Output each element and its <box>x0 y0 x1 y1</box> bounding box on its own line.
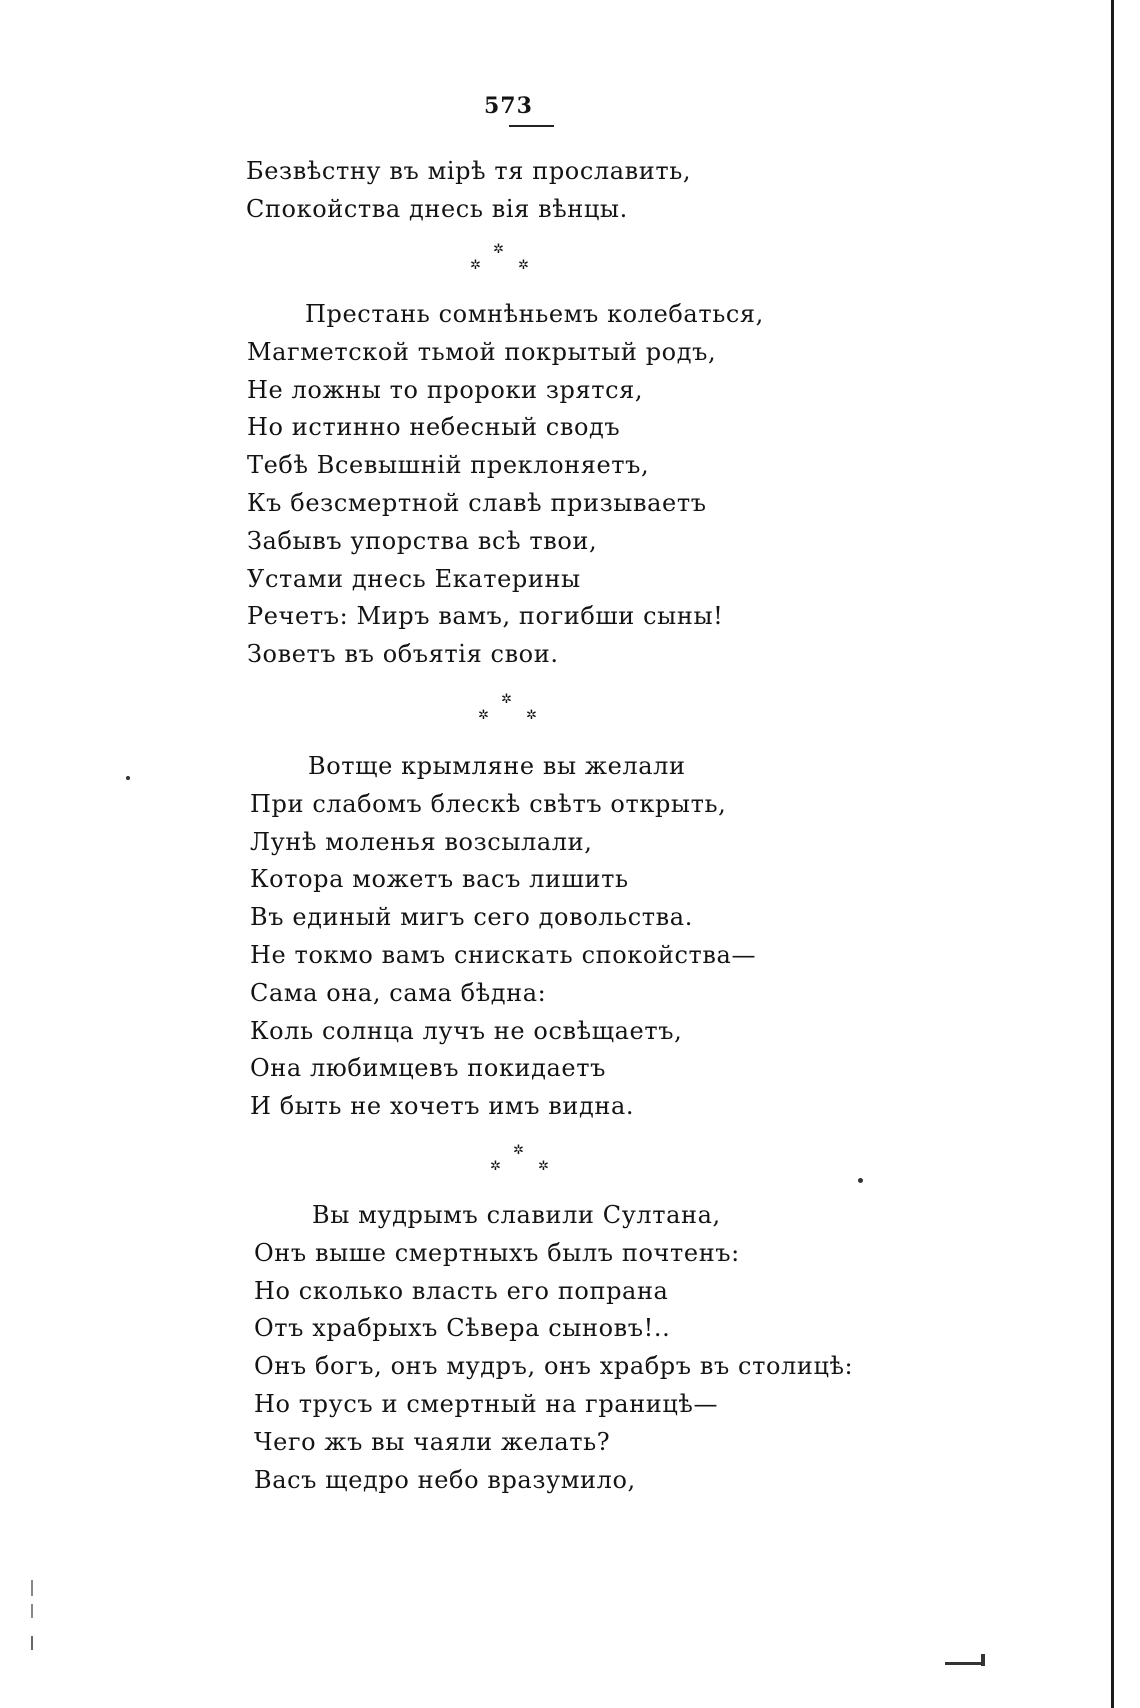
scan-speck <box>858 1178 863 1183</box>
verse-line: Чего жъ вы чаяли желать? <box>254 1427 611 1456</box>
stanza-1 <box>246 153 691 229</box>
verse-line: Спокойства днесь вія вѣнцы. <box>246 194 628 223</box>
verse-line: Въ единый мигъ сего довольства. <box>250 903 693 932</box>
verse-line: Речетъ: Миръ вамъ, погибши сыны! <box>247 602 724 631</box>
scan-speck <box>31 1636 33 1650</box>
verse-line: Магметской тьмой покрытый родъ, <box>247 337 717 366</box>
verse-line: Къ безсмертной славѣ призываетъ <box>247 488 707 517</box>
verse-line: Коль солнца лучъ не освѣщаетъ, <box>250 1016 683 1045</box>
verse-line: Лунѣ моленья возсылали, <box>250 827 593 856</box>
verse-line: Устами днесь Екатерины <box>247 564 581 593</box>
scan-speck <box>31 1604 33 1618</box>
corner-mark <box>945 1662 985 1665</box>
stanza-2 <box>247 296 764 674</box>
stanza-4 <box>254 1197 853 1499</box>
scan-speck <box>31 1580 33 1596</box>
verse-line: Онъ богъ, онъ мудръ, онъ храбръ въ столицѣ: <box>254 1352 854 1381</box>
verse-line: При слабомъ блескѣ свѣтъ открыть, <box>250 789 727 818</box>
verse-line: Отъ храбрыхъ Сѣвера сыновъ!.. <box>254 1314 671 1343</box>
verse-line: И быть не хочетъ имъ видна. <box>250 1092 635 1121</box>
verse-line: Васъ щедро небо вразумило, <box>254 1465 636 1494</box>
verse-line: Но трусъ и смертный на границѣ— <box>254 1389 719 1418</box>
page-number: 573 <box>484 93 533 119</box>
verse-line: Но сколько власть его попрана <box>254 1276 669 1305</box>
stanza-3 <box>250 748 756 1126</box>
verse-line: Вы мудрымъ славили Султана, <box>312 1201 721 1229</box>
verse-line: Тебѣ Всевышній преклоняетъ, <box>247 451 650 480</box>
asterism-ornament: ✲ ✲ ✲ <box>478 692 537 723</box>
corner-mark <box>981 1654 985 1666</box>
verse-line: Вотще крымляне вы желали <box>308 752 686 780</box>
scan-speck <box>126 776 130 780</box>
verse-line: Не ложны то пророки зрятся, <box>247 375 644 404</box>
verse-line: Сама она, сама бѣдна: <box>250 978 547 1007</box>
asterism-ornament: ✲ ✲ ✲ <box>490 1143 549 1174</box>
verse-line: Престань сомнѣньемъ колебаться, <box>305 300 764 328</box>
verse-line: Зоветъ въ объятія свои. <box>247 640 559 669</box>
verse-line: Безвѣстну въ мірѣ тя прославить, <box>246 157 692 185</box>
verse-line: Забывъ упорства всѣ твои, <box>247 526 598 555</box>
verse-line: Котора можетъ васъ лишить <box>250 865 629 894</box>
page-number-underline <box>509 125 554 127</box>
verse-line: Не токмо вамъ снискать спокойства— <box>250 940 757 969</box>
verse-line: Она любимцевъ покидаетъ <box>250 1054 606 1083</box>
page-edge-rule <box>1111 0 1114 1708</box>
asterism-ornament: ✲ ✲ ✲ <box>470 242 529 273</box>
verse-line: Но истинно небесный сводъ <box>247 413 621 442</box>
verse-line: Онъ выше смертныхъ былъ почтенъ: <box>254 1238 740 1267</box>
